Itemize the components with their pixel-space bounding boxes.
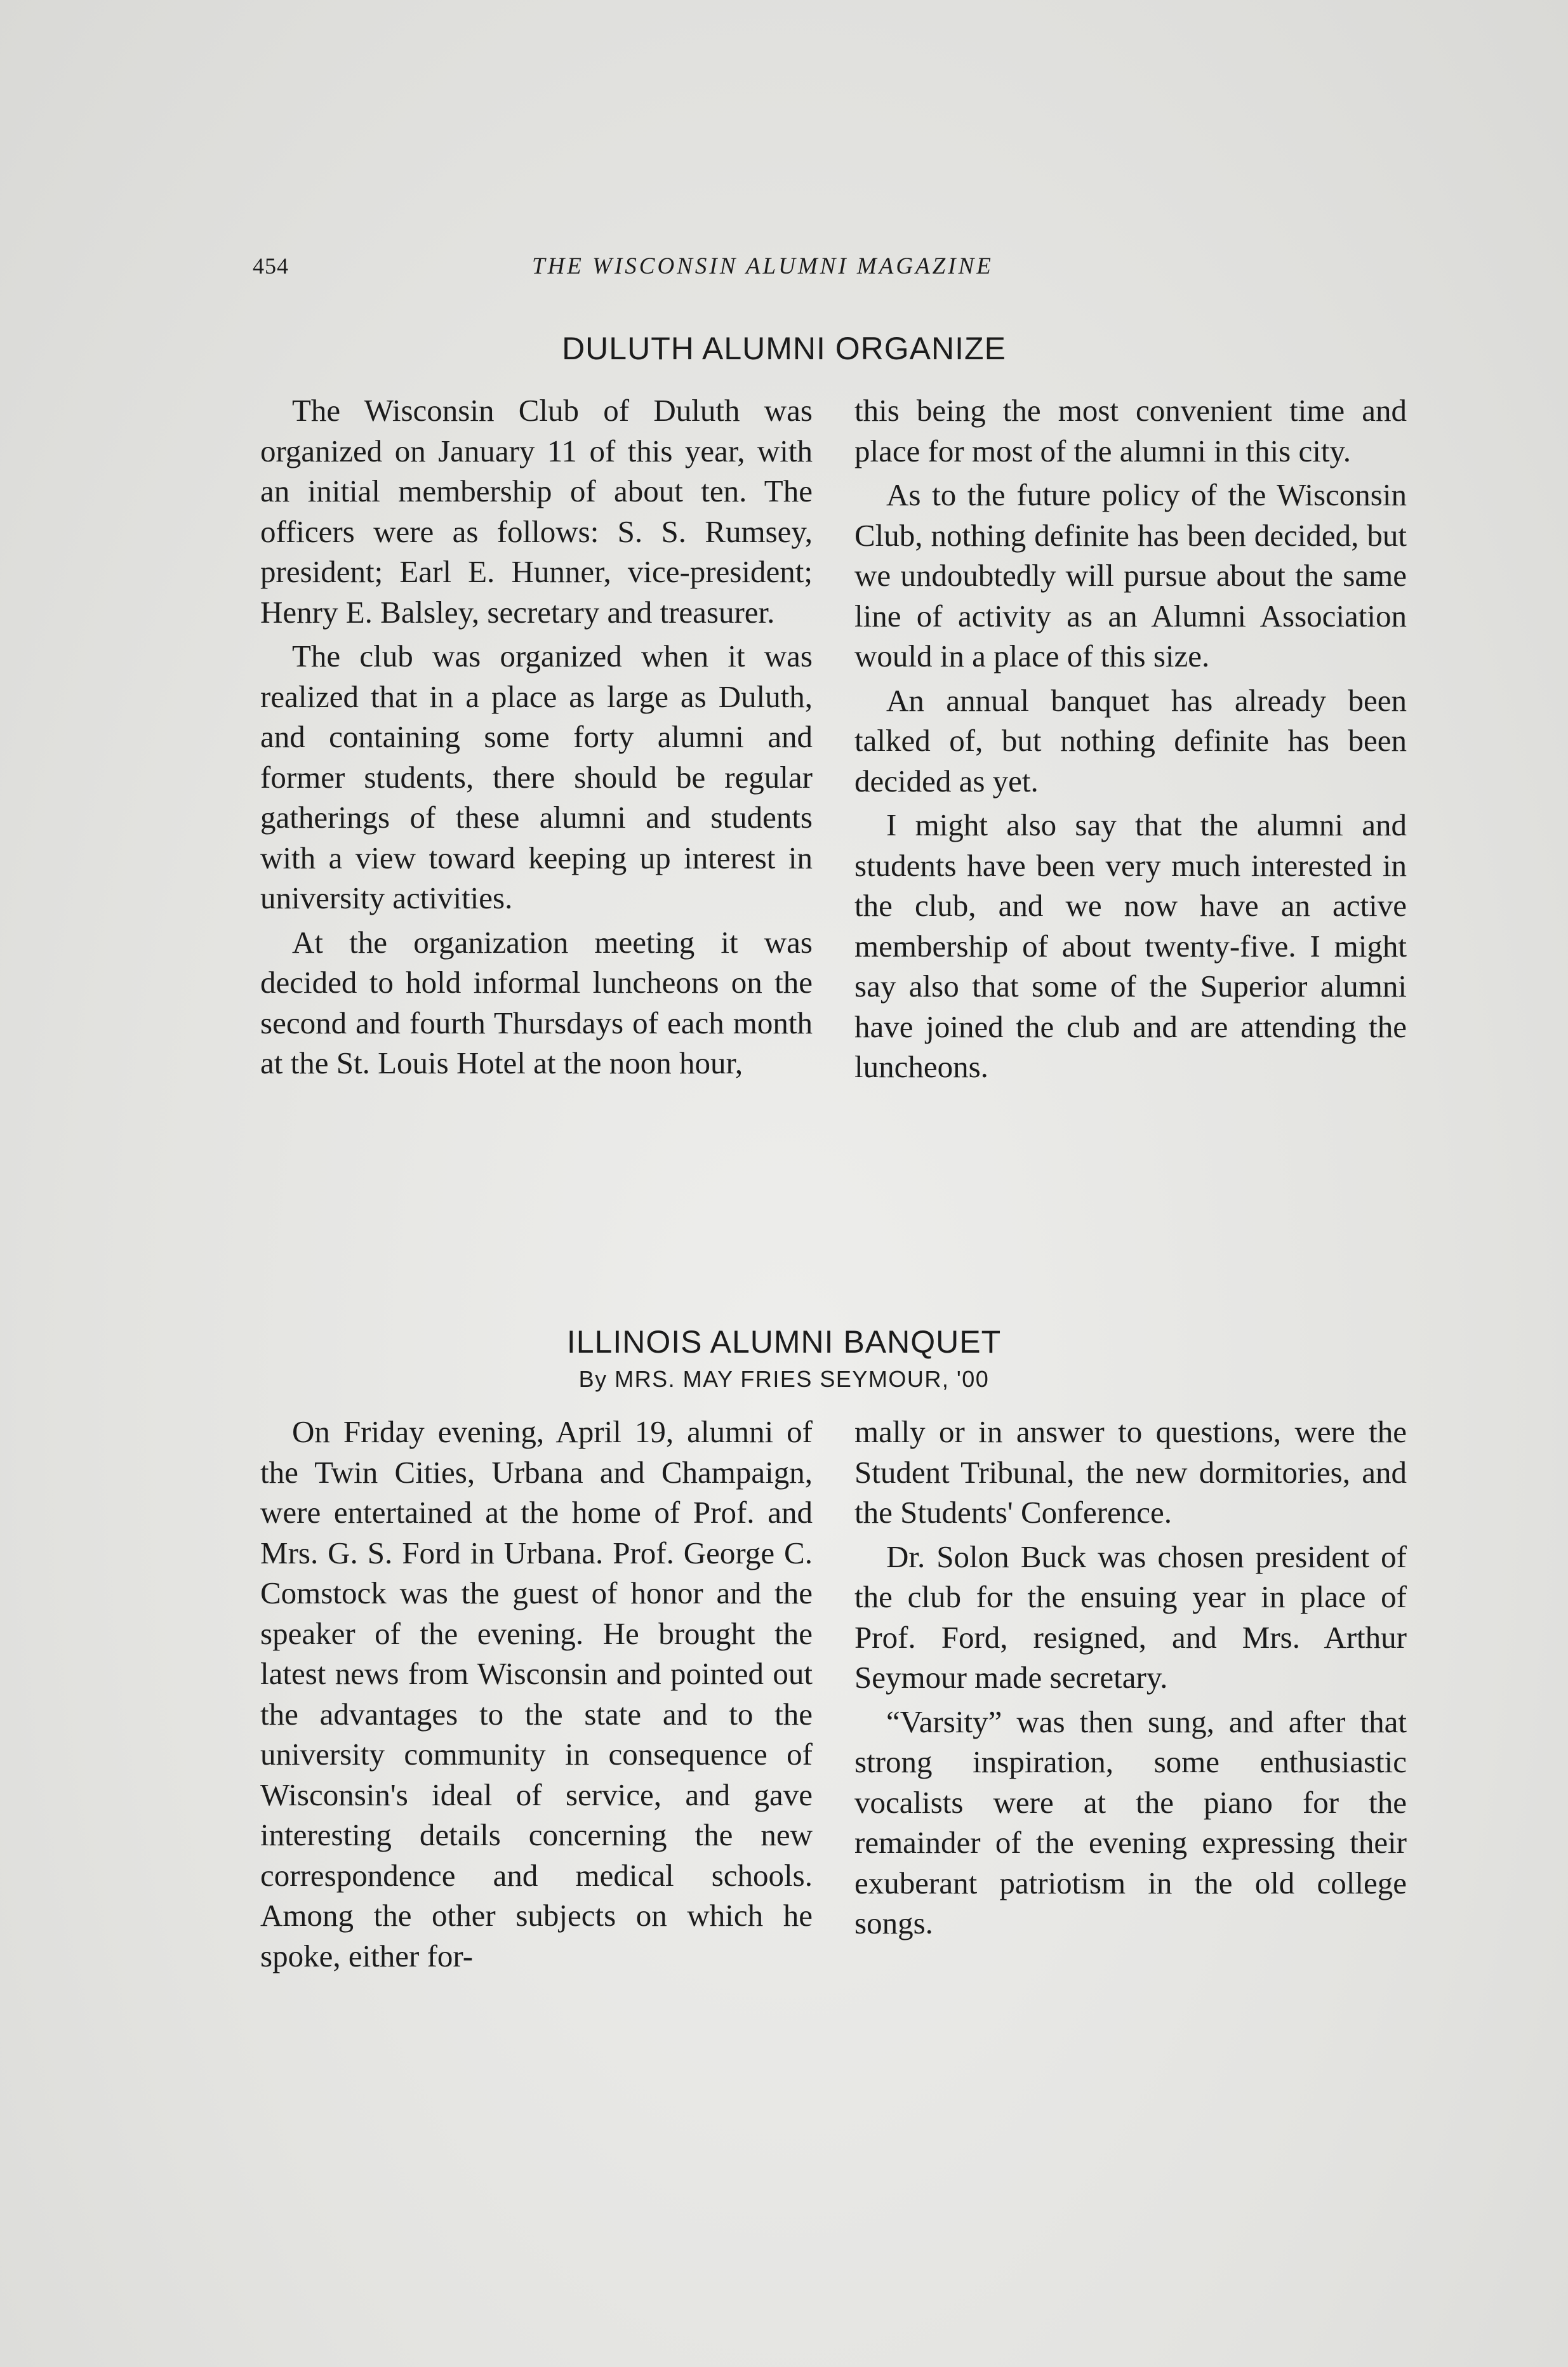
duluth-right-column: [854, 390, 1407, 1091]
running-head: [253, 253, 1138, 291]
paragraph: mally or in answer to questions, were the Student Tribunal, the new dormitories, and the Students' Conference.: [854, 1414, 1407, 1530]
article-byline: By MRS. MAY FRIES SEYMOUR, '00: [578, 1366, 990, 1392]
paragraph: I might also say that the alumni and students have been very much interested in the club, and we now have an active membership of about twenty-five. I might say also that some of the Superior alumni have joined the club and are attending the luncheons.: [854, 807, 1407, 1084]
page-number: 454: [253, 253, 289, 279]
paragraph: As to the future policy of the Wisconsin Club, nothing definite has been decided, but we undoubtedly will pursue about the same line of activity as an Alumni Association would in a place of this size.: [854, 477, 1407, 673]
paragraph: Dr. Solon Buck was chosen president of the club for the ensuing year in place of Prof. Ford, resigned, and Mrs. Arthur Seymour made secretary.: [854, 1539, 1407, 1695]
illinois-left-column: [260, 1412, 813, 1980]
paragraph: “Varsity” was then sung, and after that strong inspiration, some enthusiastic vocalists were at the piano for the remainder of the evening expressing their exuberant patriotism in the old college songs.: [854, 1704, 1407, 1940]
magazine-title: THE WISCONSIN ALUMNI MAGAZINE: [532, 253, 993, 279]
paragraph: On Friday evening, April 19, alumni of the Twin Cities, Urbana and Champaign, were entertained at the home of Prof. and Mrs. G. S. Ford in Urbana. Prof. George C. Comstock was the guest of honor and the speaker of the evening. He brought the latest news from Wisconsin and pointed out the advantages to the state and to the university community in consequence of Wisconsin's ideal of service, and gave interesting details concerning the new correspondence and medical schools. Among the other subjects on which he spoke, either for-: [260, 1414, 813, 1973]
paragraph: this being the most convenient time and place for most of the alumni in this city.: [854, 393, 1407, 468]
duluth-left-column: [260, 390, 813, 1087]
paragraph: At the organization meeting it was decided to hold informal luncheons on the second and fourth Thursdays of each month at the St. Louis Hotel at the noon hour,: [260, 924, 813, 1080]
paragraph: An annual banquet has already been talked of, but nothing definite has been decided as yet.: [854, 682, 1407, 799]
illinois-right-column: [854, 1412, 1407, 1947]
article-title-illinois: ILLINOIS ALUMNI BANQUET: [566, 1324, 1002, 1360]
article-title-duluth: DULUTH ALUMNI ORGANIZE: [562, 331, 1006, 366]
paragraph: The club was organized when it was realized that in a place as large as Duluth, and containing some forty alumni and former students, there should be regular gatherings of these alumni and students with a view toward keeping up interest in university activities.: [260, 639, 813, 915]
paragraph: The Wisconsin Club of Duluth was organized on January 11 of this year, with an initial membership of about ten. The officers were as follows: S. S. Rumsey, president; Earl E. Hunner, vice-president; Henry E. Balsley, secretary and treasurer.: [260, 393, 813, 630]
